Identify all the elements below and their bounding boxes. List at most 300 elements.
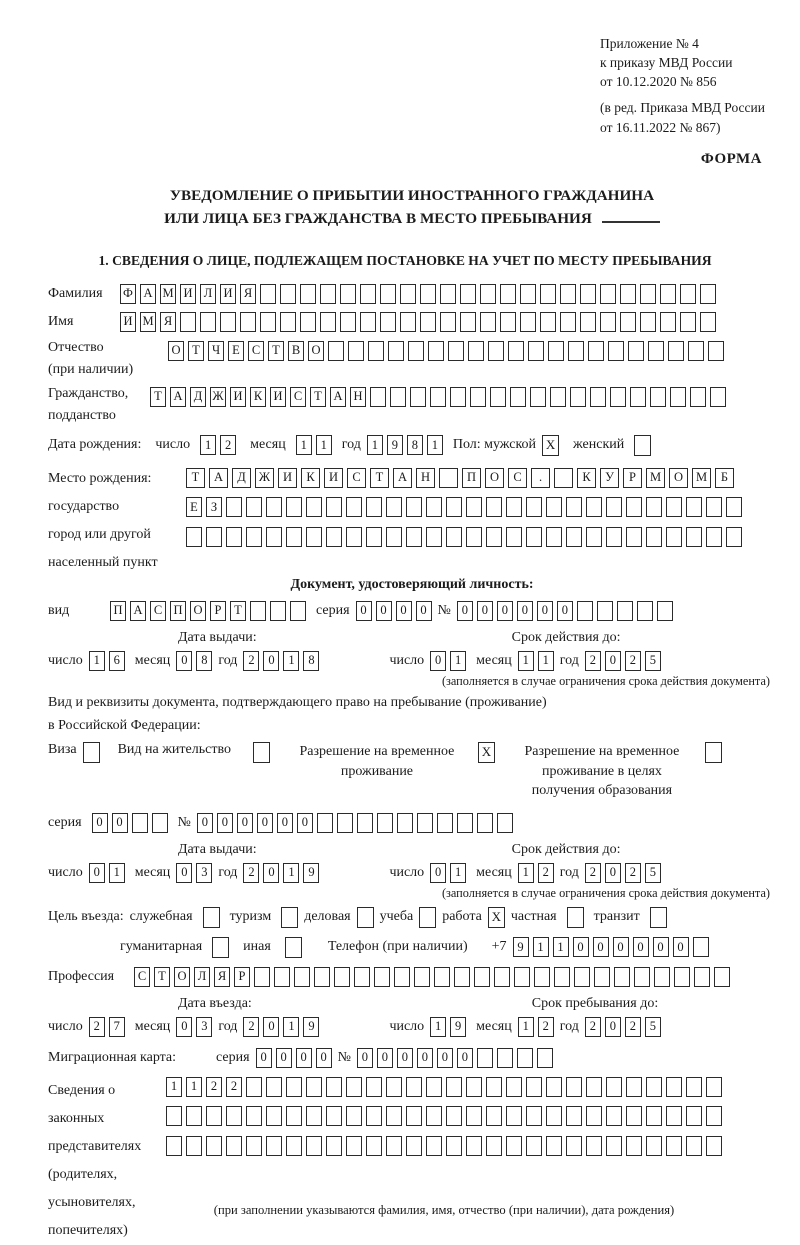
char-cell[interactable] <box>326 1106 342 1126</box>
char-cell[interactable] <box>226 527 242 547</box>
char-cell[interactable]: 1 <box>283 863 299 883</box>
char-cell[interactable] <box>570 387 586 407</box>
char-cell[interactable] <box>380 312 396 332</box>
char-cell[interactable] <box>537 1048 553 1068</box>
char-cell[interactable] <box>286 497 302 517</box>
char-cell[interactable]: 0 <box>176 651 192 671</box>
char-cell[interactable]: 5 <box>645 651 661 671</box>
char-cell[interactable] <box>460 284 476 304</box>
char-cell[interactable]: И <box>230 387 246 407</box>
char-cell[interactable]: Ч <box>208 341 224 361</box>
char-cell[interactable]: Т <box>230 601 246 621</box>
char-cell[interactable]: 0 <box>263 651 279 671</box>
char-cell[interactable] <box>693 937 709 957</box>
char-cell[interactable]: 0 <box>605 863 621 883</box>
char-cell[interactable] <box>388 341 404 361</box>
char-cell[interactable] <box>246 527 262 547</box>
char-cell[interactable]: 2 <box>625 651 641 671</box>
char-cell[interactable] <box>486 1077 502 1097</box>
char-cell[interactable] <box>626 527 642 547</box>
char-cell[interactable] <box>457 813 473 833</box>
char-cell[interactable] <box>446 1106 462 1126</box>
char-cell[interactable]: 0 <box>176 1017 192 1037</box>
char-cell[interactable] <box>526 1136 542 1156</box>
char-cell[interactable] <box>317 813 333 833</box>
char-cell[interactable]: Е <box>186 497 202 517</box>
char-cell[interactable] <box>186 1106 202 1126</box>
char-cell[interactable] <box>320 284 336 304</box>
char-cell[interactable] <box>360 284 376 304</box>
char-cell[interactable] <box>337 813 353 833</box>
char-cell[interactable]: А <box>170 387 186 407</box>
char-cell[interactable] <box>686 1136 702 1156</box>
char-cell[interactable] <box>617 601 633 621</box>
char-cell[interactable] <box>266 1106 282 1126</box>
purpose-humanitarian-checkbox[interactable] <box>212 937 229 958</box>
char-cell[interactable]: 2 <box>585 1017 601 1037</box>
char-cell[interactable] <box>614 967 630 987</box>
char-cell[interactable] <box>246 497 262 517</box>
char-cell[interactable]: 2 <box>625 863 641 883</box>
char-cell[interactable] <box>132 813 148 833</box>
char-cell[interactable] <box>517 1048 533 1068</box>
char-cell[interactable] <box>550 387 566 407</box>
temp-res-checkbox[interactable]: X <box>478 742 495 763</box>
char-cell[interactable] <box>688 341 704 361</box>
char-cell[interactable] <box>270 601 286 621</box>
char-cell[interactable]: П <box>110 601 126 621</box>
char-cell[interactable] <box>394 967 410 987</box>
char-cell[interactable]: 2 <box>89 1017 105 1037</box>
char-cell[interactable]: 1 <box>538 651 554 671</box>
char-cell[interactable] <box>328 341 344 361</box>
char-cell[interactable]: С <box>347 468 366 488</box>
char-cell[interactable]: Р <box>210 601 226 621</box>
char-cell[interactable]: 0 <box>430 651 446 671</box>
char-cell[interactable]: Т <box>186 468 205 488</box>
char-cell[interactable] <box>486 497 502 517</box>
char-cell[interactable]: 0 <box>517 601 533 621</box>
char-cell[interactable]: 5 <box>645 1017 661 1037</box>
char-cell[interactable]: 5 <box>645 863 661 883</box>
char-cell[interactable]: 1 <box>296 435 312 455</box>
char-cell[interactable] <box>554 967 570 987</box>
char-cell[interactable] <box>286 1106 302 1126</box>
char-cell[interactable] <box>226 1136 242 1156</box>
char-cell[interactable]: З <box>206 497 222 517</box>
char-cell[interactable] <box>620 284 636 304</box>
char-cell[interactable] <box>506 497 522 517</box>
char-cell[interactable] <box>546 1106 562 1126</box>
char-cell[interactable] <box>390 387 406 407</box>
char-cell[interactable]: 2 <box>585 651 601 671</box>
char-cell[interactable]: 0 <box>437 1048 453 1068</box>
char-cell[interactable]: 1 <box>427 435 443 455</box>
char-cell[interactable] <box>690 387 706 407</box>
char-cell[interactable] <box>626 1106 642 1126</box>
char-cell[interactable] <box>366 527 382 547</box>
char-cell[interactable]: 0 <box>89 863 105 883</box>
char-cell[interactable]: 1 <box>200 435 216 455</box>
char-cell[interactable] <box>608 341 624 361</box>
char-cell[interactable]: 1 <box>283 651 299 671</box>
char-cell[interactable]: О <box>190 601 206 621</box>
char-cell[interactable] <box>468 341 484 361</box>
char-cell[interactable]: 0 <box>237 813 253 833</box>
char-cell[interactable] <box>428 341 444 361</box>
char-cell[interactable] <box>306 1106 322 1126</box>
char-cell[interactable] <box>560 284 576 304</box>
char-cell[interactable] <box>346 1077 362 1097</box>
char-cell[interactable] <box>554 468 573 488</box>
char-cell[interactable] <box>500 312 516 332</box>
char-cell[interactable]: Т <box>150 387 166 407</box>
char-cell[interactable] <box>626 1077 642 1097</box>
char-cell[interactable] <box>446 497 462 517</box>
char-cell[interactable] <box>626 1136 642 1156</box>
char-cell[interactable] <box>360 312 376 332</box>
char-cell[interactable] <box>494 967 510 987</box>
char-cell[interactable]: С <box>248 341 264 361</box>
char-cell[interactable] <box>686 1106 702 1126</box>
char-cell[interactable] <box>246 1106 262 1126</box>
char-cell[interactable] <box>274 967 290 987</box>
char-cell[interactable] <box>566 1136 582 1156</box>
char-cell[interactable] <box>366 497 382 517</box>
char-cell[interactable]: 0 <box>396 601 412 621</box>
char-cell[interactable] <box>374 967 390 987</box>
char-cell[interactable] <box>660 284 676 304</box>
char-cell[interactable] <box>486 1106 502 1126</box>
char-cell[interactable]: Ф <box>120 284 136 304</box>
char-cell[interactable]: 1 <box>533 937 549 957</box>
char-cell[interactable]: 2 <box>538 863 554 883</box>
char-cell[interactable] <box>306 1136 322 1156</box>
char-cell[interactable] <box>430 387 446 407</box>
char-cell[interactable] <box>680 312 696 332</box>
char-cell[interactable] <box>226 1106 242 1126</box>
purpose-tourism-checkbox[interactable] <box>281 907 298 928</box>
char-cell[interactable] <box>206 1136 222 1156</box>
char-cell[interactable] <box>670 387 686 407</box>
char-cell[interactable] <box>666 527 682 547</box>
visa-checkbox[interactable] <box>83 742 100 763</box>
char-cell[interactable] <box>226 497 242 517</box>
char-cell[interactable]: 1 <box>367 435 383 455</box>
char-cell[interactable] <box>294 967 310 987</box>
char-cell[interactable] <box>508 341 524 361</box>
char-cell[interactable] <box>477 813 493 833</box>
char-cell[interactable]: 0 <box>276 1048 292 1068</box>
char-cell[interactable] <box>586 497 602 517</box>
char-cell[interactable]: 2 <box>538 1017 554 1037</box>
char-cell[interactable]: 0 <box>297 813 313 833</box>
char-cell[interactable] <box>646 1136 662 1156</box>
char-cell[interactable] <box>440 312 456 332</box>
char-cell[interactable]: 1 <box>450 651 466 671</box>
char-cell[interactable] <box>546 1136 562 1156</box>
char-cell[interactable] <box>426 1106 442 1126</box>
char-cell[interactable] <box>500 284 516 304</box>
char-cell[interactable] <box>606 1077 622 1097</box>
char-cell[interactable]: А <box>330 387 346 407</box>
char-cell[interactable] <box>486 527 502 547</box>
char-cell[interactable]: 0 <box>197 813 213 833</box>
char-cell[interactable]: 0 <box>633 937 649 957</box>
char-cell[interactable] <box>506 527 522 547</box>
char-cell[interactable]: М <box>692 468 711 488</box>
char-cell[interactable] <box>386 1106 402 1126</box>
char-cell[interactable] <box>514 967 530 987</box>
char-cell[interactable] <box>454 967 470 987</box>
char-cell[interactable]: Е <box>228 341 244 361</box>
char-cell[interactable]: В <box>288 341 304 361</box>
char-cell[interactable] <box>286 1136 302 1156</box>
char-cell[interactable] <box>320 312 336 332</box>
char-cell[interactable] <box>694 967 710 987</box>
char-cell[interactable]: 0 <box>397 1048 413 1068</box>
char-cell[interactable] <box>446 1136 462 1156</box>
char-cell[interactable]: С <box>134 967 150 987</box>
char-cell[interactable] <box>680 284 696 304</box>
char-cell[interactable]: 6 <box>109 651 125 671</box>
char-cell[interactable] <box>540 312 556 332</box>
char-cell[interactable] <box>586 527 602 547</box>
char-cell[interactable] <box>326 1136 342 1156</box>
char-cell[interactable]: 3 <box>196 1017 212 1037</box>
char-cell[interactable]: М <box>140 312 156 332</box>
char-cell[interactable]: 9 <box>303 1017 319 1037</box>
char-cell[interactable] <box>650 387 666 407</box>
char-cell[interactable]: Ж <box>255 468 274 488</box>
char-cell[interactable] <box>610 387 626 407</box>
char-cell[interactable] <box>240 312 256 332</box>
char-cell[interactable] <box>326 1077 342 1097</box>
char-cell[interactable] <box>437 813 453 833</box>
char-cell[interactable] <box>637 601 653 621</box>
char-cell[interactable]: О <box>168 341 184 361</box>
purpose-transit-checkbox[interactable] <box>650 907 667 928</box>
char-cell[interactable] <box>426 527 442 547</box>
char-cell[interactable] <box>250 601 266 621</box>
char-cell[interactable]: Т <box>268 341 284 361</box>
char-cell[interactable] <box>526 527 542 547</box>
char-cell[interactable]: У <box>600 468 619 488</box>
char-cell[interactable] <box>286 1077 302 1097</box>
temp-res-edu-checkbox[interactable] <box>705 742 722 763</box>
char-cell[interactable]: К <box>301 468 320 488</box>
char-cell[interactable] <box>606 497 622 517</box>
char-cell[interactable]: 0 <box>457 1048 473 1068</box>
char-cell[interactable] <box>628 341 644 361</box>
char-cell[interactable] <box>646 527 662 547</box>
char-cell[interactable] <box>497 813 513 833</box>
char-cell[interactable] <box>346 1136 362 1156</box>
char-cell[interactable] <box>200 312 216 332</box>
purpose-study-checkbox[interactable] <box>419 907 436 928</box>
char-cell[interactable]: П <box>170 601 186 621</box>
char-cell[interactable]: М <box>160 284 176 304</box>
char-cell[interactable] <box>668 341 684 361</box>
char-cell[interactable]: 0 <box>316 1048 332 1068</box>
char-cell[interactable] <box>590 387 606 407</box>
char-cell[interactable] <box>368 341 384 361</box>
res-permit-checkbox[interactable] <box>253 742 270 763</box>
char-cell[interactable] <box>166 1106 182 1126</box>
char-cell[interactable]: 1 <box>450 863 466 883</box>
char-cell[interactable]: П <box>462 468 481 488</box>
char-cell[interactable]: 1 <box>553 937 569 957</box>
char-cell[interactable] <box>340 312 356 332</box>
char-cell[interactable]: И <box>278 468 297 488</box>
char-cell[interactable] <box>654 967 670 987</box>
char-cell[interactable] <box>400 312 416 332</box>
char-cell[interactable] <box>306 527 322 547</box>
char-cell[interactable] <box>477 1048 493 1068</box>
char-cell[interactable] <box>266 527 282 547</box>
char-cell[interactable] <box>706 527 722 547</box>
char-cell[interactable] <box>566 1106 582 1126</box>
char-cell[interactable] <box>648 341 664 361</box>
char-cell[interactable] <box>546 1077 562 1097</box>
char-cell[interactable]: А <box>140 284 156 304</box>
char-cell[interactable] <box>626 497 642 517</box>
char-cell[interactable]: 2 <box>206 1077 222 1097</box>
char-cell[interactable] <box>417 813 433 833</box>
char-cell[interactable] <box>466 1077 482 1097</box>
char-cell[interactable]: 2 <box>243 1017 259 1037</box>
char-cell[interactable] <box>466 497 482 517</box>
char-cell[interactable] <box>666 1077 682 1097</box>
char-cell[interactable] <box>714 967 730 987</box>
char-cell[interactable] <box>246 1136 262 1156</box>
char-cell[interactable]: И <box>220 284 236 304</box>
char-cell[interactable]: 0 <box>477 601 493 621</box>
char-cell[interactable] <box>466 1106 482 1126</box>
char-cell[interactable]: Т <box>370 468 389 488</box>
char-cell[interactable]: О <box>174 967 190 987</box>
char-cell[interactable] <box>346 497 362 517</box>
char-cell[interactable]: А <box>393 468 412 488</box>
char-cell[interactable] <box>708 341 724 361</box>
char-cell[interactable] <box>266 1136 282 1156</box>
char-cell[interactable] <box>606 1106 622 1126</box>
char-cell[interactable] <box>506 1106 522 1126</box>
char-cell[interactable] <box>646 497 662 517</box>
purpose-work-checkbox[interactable]: X <box>488 907 505 928</box>
char-cell[interactable] <box>280 284 296 304</box>
char-cell[interactable] <box>470 387 486 407</box>
char-cell[interactable]: 0 <box>573 937 589 957</box>
char-cell[interactable]: 1 <box>166 1077 182 1097</box>
char-cell[interactable] <box>340 284 356 304</box>
char-cell[interactable] <box>706 1106 722 1126</box>
char-cell[interactable]: 0 <box>256 1048 272 1068</box>
char-cell[interactable]: 2 <box>243 651 259 671</box>
char-cell[interactable]: А <box>209 468 228 488</box>
char-cell[interactable] <box>620 312 636 332</box>
char-cell[interactable] <box>566 1077 582 1097</box>
char-cell[interactable] <box>460 312 476 332</box>
char-cell[interactable] <box>546 527 562 547</box>
char-cell[interactable]: И <box>120 312 136 332</box>
char-cell[interactable] <box>706 497 722 517</box>
char-cell[interactable] <box>246 1077 262 1097</box>
char-cell[interactable]: О <box>485 468 504 488</box>
char-cell[interactable] <box>490 387 506 407</box>
char-cell[interactable] <box>446 1077 462 1097</box>
char-cell[interactable] <box>439 468 458 488</box>
char-cell[interactable]: 0 <box>457 601 473 621</box>
char-cell[interactable] <box>686 497 702 517</box>
char-cell[interactable] <box>594 967 610 987</box>
char-cell[interactable] <box>266 497 282 517</box>
char-cell[interactable] <box>674 967 690 987</box>
char-cell[interactable]: . <box>531 468 550 488</box>
char-cell[interactable] <box>348 341 364 361</box>
char-cell[interactable] <box>646 1106 662 1126</box>
char-cell[interactable]: И <box>270 387 286 407</box>
char-cell[interactable] <box>466 527 482 547</box>
char-cell[interactable]: 2 <box>585 863 601 883</box>
char-cell[interactable] <box>640 312 656 332</box>
char-cell[interactable] <box>566 527 582 547</box>
char-cell[interactable] <box>568 341 584 361</box>
char-cell[interactable] <box>574 967 590 987</box>
char-cell[interactable]: О <box>669 468 688 488</box>
char-cell[interactable]: 1 <box>430 1017 446 1037</box>
char-cell[interactable] <box>434 967 450 987</box>
char-cell[interactable] <box>286 527 302 547</box>
char-cell[interactable]: 2 <box>625 1017 641 1037</box>
char-cell[interactable]: Л <box>194 967 210 987</box>
char-cell[interactable]: М <box>646 468 665 488</box>
char-cell[interactable] <box>357 813 373 833</box>
char-cell[interactable] <box>380 284 396 304</box>
char-cell[interactable] <box>666 1106 682 1126</box>
char-cell[interactable] <box>426 1136 442 1156</box>
char-cell[interactable]: 1 <box>109 863 125 883</box>
char-cell[interactable]: 0 <box>593 937 609 957</box>
char-cell[interactable] <box>377 813 393 833</box>
char-cell[interactable]: 1 <box>316 435 332 455</box>
char-cell[interactable]: 1 <box>518 1017 534 1037</box>
char-cell[interactable] <box>660 312 676 332</box>
char-cell[interactable]: С <box>150 601 166 621</box>
char-cell[interactable] <box>630 387 646 407</box>
char-cell[interactable]: Р <box>234 967 250 987</box>
char-cell[interactable] <box>406 1136 422 1156</box>
char-cell[interactable]: Н <box>416 468 435 488</box>
char-cell[interactable] <box>346 1106 362 1126</box>
char-cell[interactable] <box>326 497 342 517</box>
char-cell[interactable]: К <box>250 387 266 407</box>
char-cell[interactable] <box>540 284 556 304</box>
purpose-official-checkbox[interactable] <box>203 907 220 928</box>
char-cell[interactable] <box>586 1106 602 1126</box>
char-cell[interactable] <box>370 387 386 407</box>
char-cell[interactable]: К <box>577 468 596 488</box>
char-cell[interactable]: 0 <box>217 813 233 833</box>
char-cell[interactable]: 0 <box>416 601 432 621</box>
char-cell[interactable] <box>526 497 542 517</box>
char-cell[interactable] <box>588 341 604 361</box>
char-cell[interactable] <box>510 387 526 407</box>
char-cell[interactable] <box>686 527 702 547</box>
char-cell[interactable] <box>566 497 582 517</box>
char-cell[interactable] <box>506 1136 522 1156</box>
char-cell[interactable]: И <box>324 468 343 488</box>
